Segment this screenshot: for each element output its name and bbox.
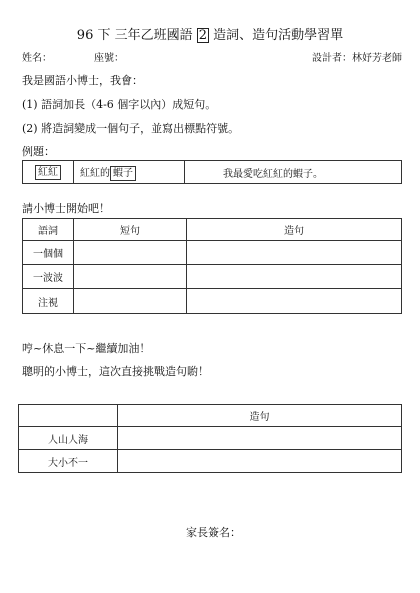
section1-phrase-blank-3[interactable] [74,289,187,314]
section1-header-sentence: 造句 [187,219,402,241]
section2-header-blank [19,405,118,427]
break-line-1: 哼~休息一下~繼續加油！ [22,342,151,355]
section1-header-row [23,219,402,241]
example-word: 紅紅 [35,165,61,180]
section1-phrase-blank-2[interactable] [74,265,187,289]
name-label: 姓名： [22,53,52,64]
section2-sentence-blank-2[interactable] [118,450,402,473]
example-label: 例題： [22,145,55,158]
section1-sentence-blank-3[interactable] [187,289,402,314]
intro-line-3: (2) 將造詞變成一個句子，並寫出標點符號。 [22,122,240,135]
example-word-cell [23,161,74,184]
section2-table [18,404,402,473]
section1-sentence-blank-1[interactable] [187,241,402,265]
example-phrase-prefix: 紅紅的 [80,167,110,179]
section1-sentence-blank-2[interactable] [187,265,402,289]
section2-word-2: 大小不一 [19,450,118,473]
section1-header-phrase: 短句 [74,219,187,241]
section2-header-sentence: 造句 [118,405,402,427]
table-row [19,450,402,473]
table-row [19,427,402,450]
parent-signature-label: 家長簽名： [186,526,241,539]
page-title [0,24,420,43]
example-sentence: 我最愛吃紅紅的蝦子。 [223,168,323,180]
section2-sentence-blank-1[interactable] [118,427,402,450]
title-lesson-number: 2 [198,28,208,43]
section1-word-2: 一波波 [23,265,74,289]
intro-line-1: 我是國語小博士，我會： [22,74,143,87]
example-table [22,160,402,184]
example-phrase-boxed: 蝦子 [110,166,136,181]
designer-label: 設計者：林妤芳老師 [312,53,402,64]
table-row [23,265,402,289]
seat-label: 座號： [94,53,124,64]
title-suffix: 造詞、造句活動學習單 [213,28,344,43]
section1-header-word: 語詞 [23,219,74,241]
example-phrase-cell [74,161,185,184]
section2-word-1: 人山人海 [19,427,118,450]
section1-prompt: 請小博士開始吧！ [22,202,110,215]
section1-word-1: 一個個 [23,241,74,265]
section1-phrase-blank-1[interactable] [74,241,187,265]
section2-header-row [19,405,402,427]
table-row [23,289,402,314]
table-row [23,241,402,265]
example-sentence-cell [185,161,402,184]
section1-word-3: 注視 [23,289,74,314]
title-prefix: 96 下 三年乙班國語 [76,28,193,43]
section1-table [22,218,402,314]
break-line-2: 聰明的小博士，這次直接挑戰造句喲！ [22,365,209,378]
intro-line-2: (1) 語詞加長（4-6 個字以內）成短句。 [22,98,217,111]
